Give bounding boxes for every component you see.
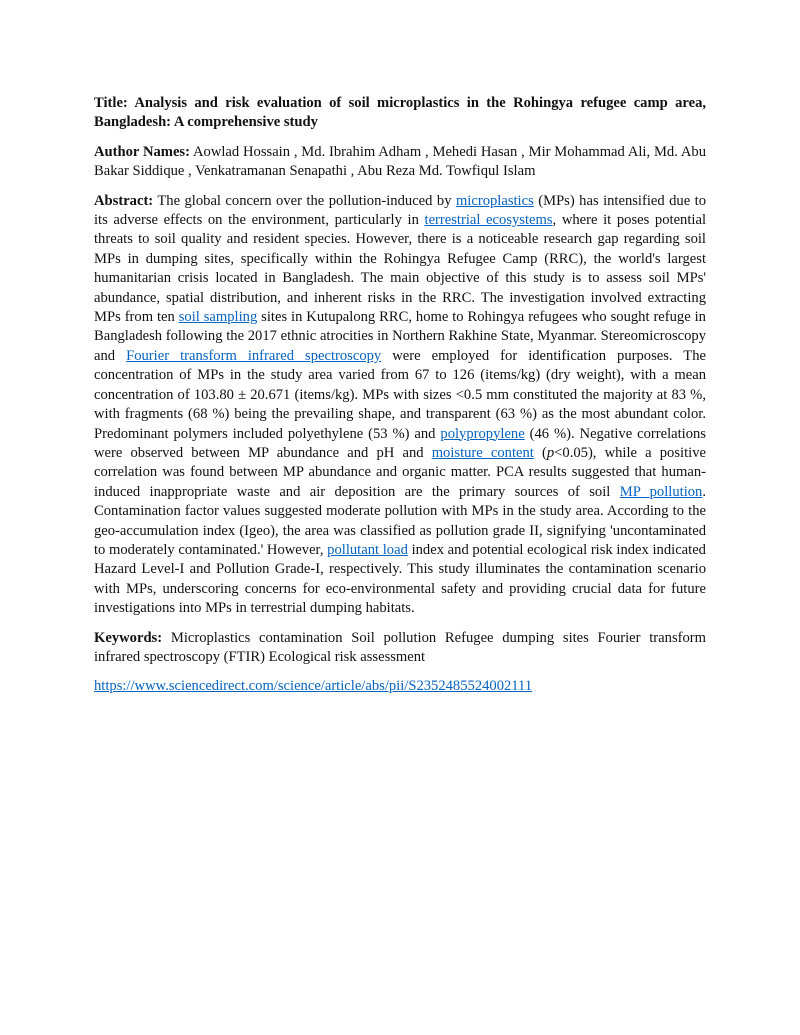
abstract-text-7a: ( xyxy=(542,444,547,461)
abstract-label: Abstract: xyxy=(94,192,154,209)
abstract-text-5: were employed for identification purposes. The concentration of MPs in the study area varied from 67 to 126 (items/kg) (dry weight), with a mean concentration of 103.80 ± 20.671 (items/kg). MPs with sizes <0.5 mm constituted the majority at 83 %, with fragments (68 %) being the prevailing shape, and transparent (63 %) as the most abundant color. Predominant polymers included polyethylene (53 %) and xyxy=(94,347,706,442)
source-url-link[interactable]: https://www.sciencedirect.com/science/article/abs/pii/S2352485524002111 xyxy=(94,678,533,695)
abstract-text-3: , where it poses potential threats to soil quality and resident species. However, there is a noticeable research gap regarding soil MPs in dumping sites, specifically within the Rohingya Refugee Camp (RRC), the world's largest humanitarian crisis located in Bangladesh. The main objective of this study is to assess soil MPs' abundance, spatial distribution, and inherent risks in the RRC. The investigation involved extracting MPs from ten xyxy=(94,212,706,326)
link-moisture-content[interactable]: moisture content xyxy=(431,444,534,461)
link-pollutant-load[interactable]: pollutant load xyxy=(327,541,408,558)
link-ftir-spectroscopy[interactable]: Fourier transform infrared spectroscopy xyxy=(126,347,382,364)
abstract-text-8: . Contamination factor values suggested moderate pollution with MPs in the study area. According to the geo-accumulation index (Igeo), the area was classified as pollution grade II, signifying 'uncontaminated to moderately contaminated.' However, xyxy=(94,483,706,558)
abstract-text-7b: <0.05), while a positive correlation was found between MP abundance and organic matter. PCA results suggested that human-induced inappropriate waste and air deposition are the primary sources of soil xyxy=(94,444,706,500)
keywords-paragraph xyxy=(94,629,706,668)
abstract-p-italic: p xyxy=(546,444,555,461)
title-text: Analysis and risk evaluation of soil microplastics in the Rohingya refugee camp area, Bangladesh: A comprehensive study xyxy=(94,95,707,131)
source-url-paragraph xyxy=(94,677,706,696)
authors-paragraph xyxy=(94,143,706,182)
abstract-text-9: index and potential ecological risk index indicated Hazard Level-I and Pollution Grade-I, respectively. This study illuminates the contamination scenario with MPs, underscoring concerns for eco-environmental safety and providing crucial data for future investigations into MPs in terrestrial dumping habitats. xyxy=(94,541,706,617)
abstract-text-1: The global concern over the pollution-induced by xyxy=(157,192,452,209)
link-polypropylene[interactable]: polypropylene xyxy=(440,425,525,442)
abstract-text-4: sites in Kutupalong RRC, home to Rohingya refugees who sought refuge in Bangladesh following the 2017 ethnic atrocities in Northern Rakhine State, Myanmar. Stereomicroscopy and xyxy=(94,309,706,364)
authors-text: Aowlad Hossain , Md. Ibrahim Adham , Mehedi Hasan , Mir Mohammad Ali, Md. Abu Bakar Siddique , Venkatramanan Senapathi , Abu Reza Md. Towfiqul Islam xyxy=(94,143,706,180)
link-mp-pollution[interactable]: MP pollution xyxy=(619,483,703,500)
keywords-text: Microplastics contamination Soil pollution Refugee dumping sites Fourier transform infrared spectroscopy (FTIR) Ecological risk assessment xyxy=(94,629,706,665)
abstract-paragraph xyxy=(94,192,706,619)
link-terrestrial-ecosystems[interactable]: terrestrial ecosystems xyxy=(424,212,553,229)
title-label: Title: xyxy=(94,95,128,111)
abstract-text-6: (46 %). Negative correlations were observed between MP abundance and pH and xyxy=(94,425,706,461)
keywords-label: Keywords: xyxy=(94,629,163,646)
abstract-text-2: (MPs) has intensified due to its adverse effects on the environment, particularly in xyxy=(94,192,706,229)
authors-label: Author Names: xyxy=(94,143,190,160)
title-paragraph xyxy=(94,94,706,133)
document-page xyxy=(94,94,706,707)
link-soil-sampling[interactable]: soil sampling xyxy=(178,309,258,326)
link-microplastics[interactable]: microplastics xyxy=(455,192,534,209)
